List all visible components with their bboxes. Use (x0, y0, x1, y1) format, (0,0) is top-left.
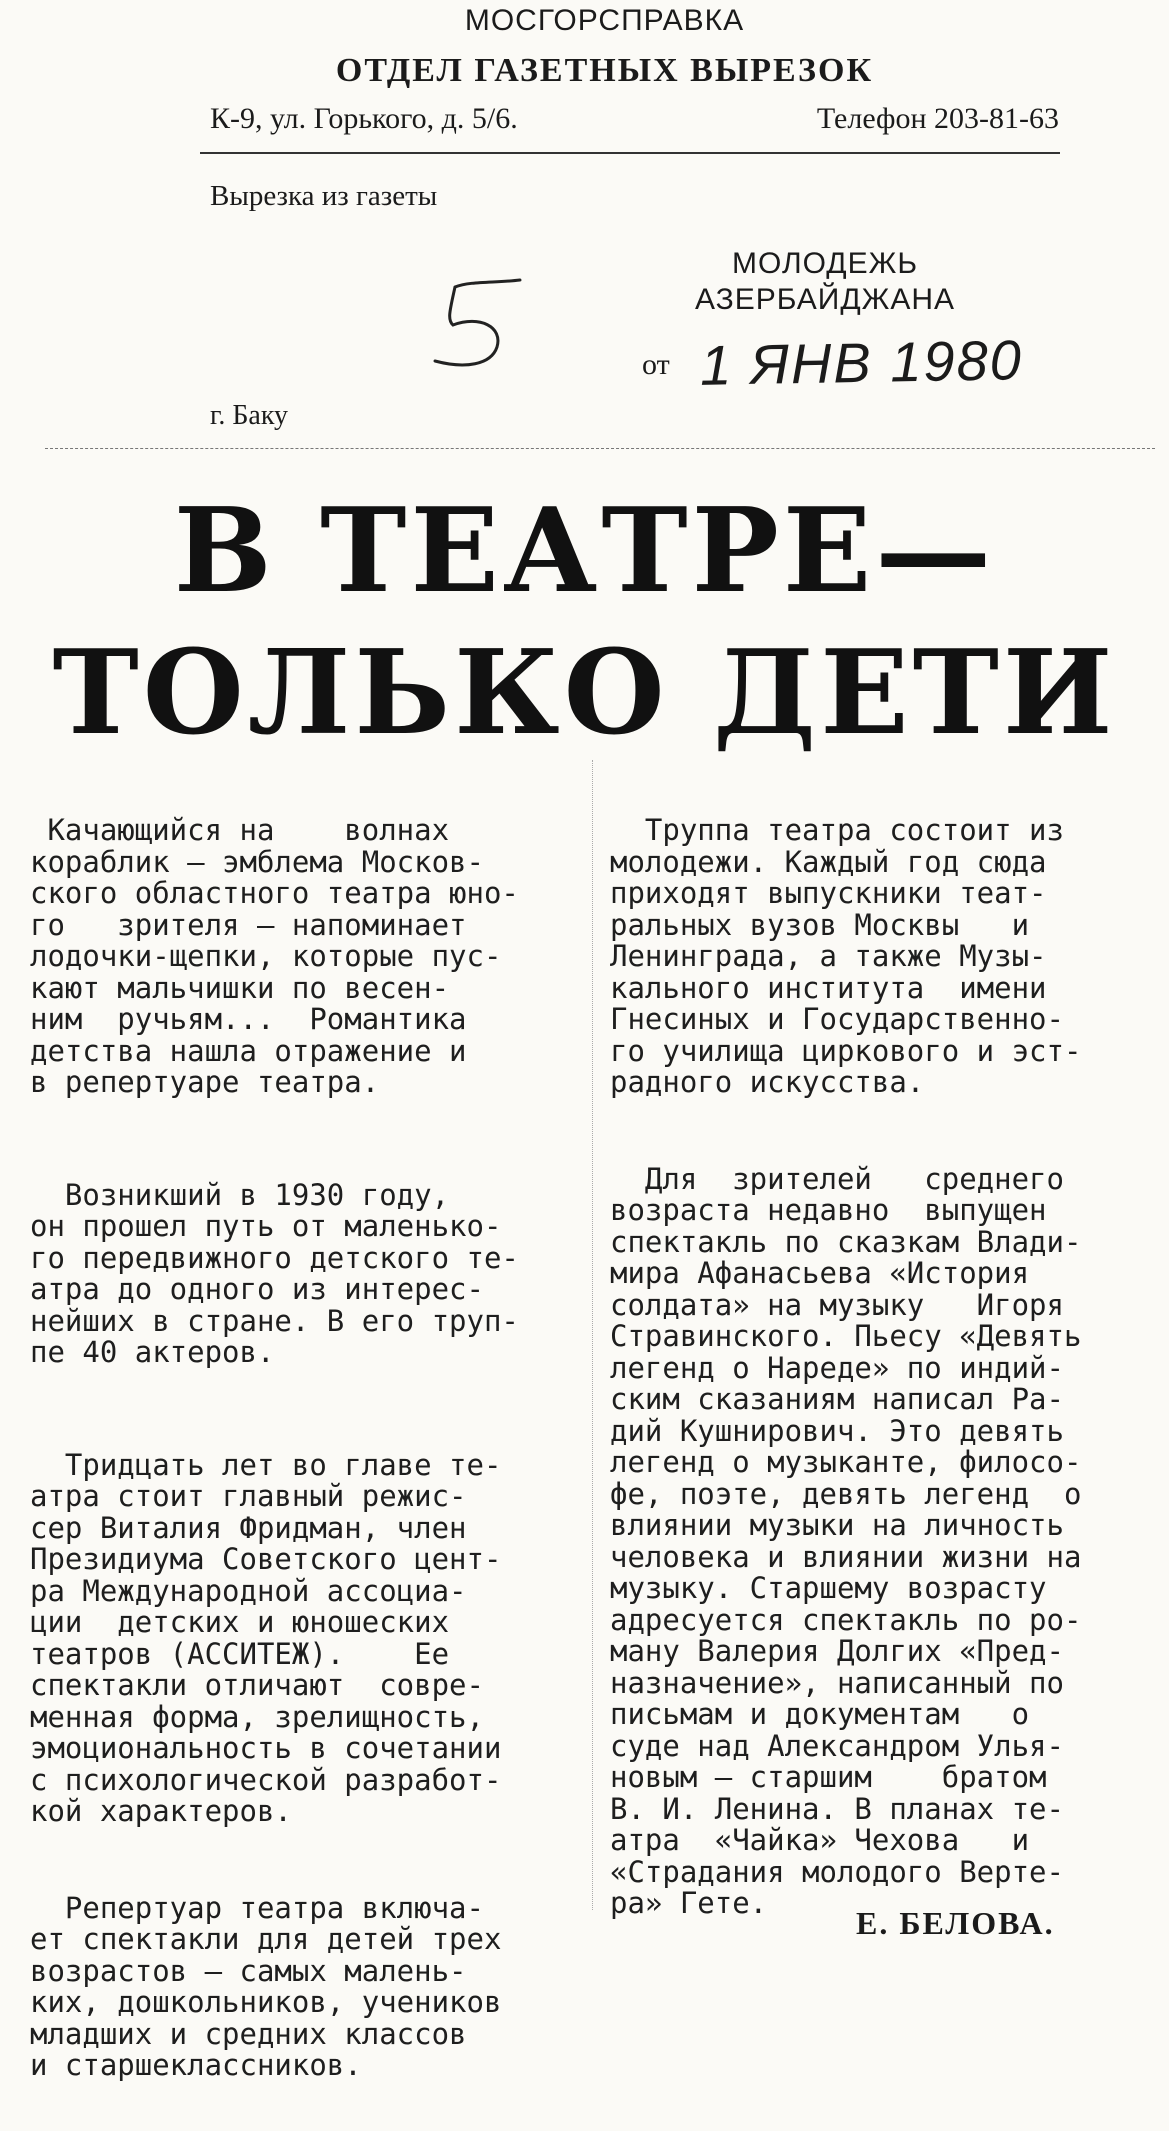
cut-line (45, 448, 1155, 449)
agency-name: МОСГОРСПРАВКА (464, 4, 745, 37)
article-headline (0, 480, 1169, 764)
clipping-stamp (0, 0, 1169, 440)
agency-address: К-9, ул. Горького, д. 5/6. (210, 102, 518, 135)
handwritten-mark (425, 265, 535, 375)
paragraph: Качающийся на волнах кораблик — эмблема Москов- ского областного театра юно- го зрителя — напоминает лодочки-щепки, которые пус- кают мальчишки по весен- ним ручьям... Романтика детства нашла отражение и в репертуаре театра. (30, 813, 519, 1099)
newspaper-name: МОЛОДЕЖЬ АЗЕРБАЙДЖАНА (694, 247, 956, 316)
column-divider (592, 760, 593, 1910)
clipping-date: 1 ЯНВ 1980 (699, 328, 1024, 397)
stamp-divider (200, 152, 1060, 154)
author-signature: Е. БЕЛОВА. (856, 1905, 1055, 1941)
clipping-label: Вырезка из газеты (210, 180, 438, 212)
article-column-left (30, 752, 519, 2131)
paragraph: Тридцать лет во главе те- атра стоит главный режис- сер Виталия Фридман, член Президиума Советского цент- ра Международной ассоциа- ции детских и юношеских театров (АССИТЕЖ). Ее спектакли отличают совре- менная форма, зрелищность, эмоциональность в сочетании с психологической разработ- кой характеров. (30, 1447, 502, 1828)
article-column-right (610, 752, 1081, 1969)
date-prefix: от (642, 348, 670, 381)
paragraph: Возникший в 1930 году, он прошел путь от маленько- го передвижного детского те- атра до одного из интерес- нейших в стране. В его труп- пе 40 актеров. (30, 1177, 519, 1369)
city-name: г. Баку (210, 400, 289, 431)
paragraph: Для зрителей среднего возраста недавно выпущен спектакль по сказкам Влади- мира Афанасьева «История солдата» на музыку Игоря Стравинского. Пьесу «Девять легенд о Нареде» по индий- ским сказаниям написал Ра- дий Кушнирович. Это девять легенд о музыканте, филосо- фе, поэте, девять легенд о влиянии музыки на личность человека и влиянии жизни на музыку. Старшему возрасту адресуется спектакль по ро- ману Валерия Долгих «Пред- назначение», написанный по письмам и документам о суде над Александром Улья- новым — старшим братом В. И. Ленина. В планах те- атра «Чайка» Чехова и «Страдания молодого Верте- ра» Гете. (610, 1161, 1082, 1920)
paragraph: Репертуар театра включа- ет спектакли для детей трех возрастов — самых малень- ких, дошкольников, учеников младших и средних классов и старшеклассников. (30, 1890, 502, 2082)
agency-phone: Телефон 203-81-63 (816, 102, 1059, 135)
department-name: ОТДЕЛ ГАЗЕТНЫХ ВЫРЕЗОК (335, 52, 874, 89)
headline-line-1: В ТЕАТРЕ— (173, 483, 996, 619)
headline-line-2: ТОЛЬКО ДЕТИ (52, 625, 1117, 761)
paragraph: Труппа театра состоит из молодежи. Каждый год сюда приходят выпускники теат- ральных вузов Москвы и Ленинграда, а также Музы- кального института имени Гнесиных и Государственно- го училища циркового и эст- радного искусства. (610, 813, 1082, 1099)
